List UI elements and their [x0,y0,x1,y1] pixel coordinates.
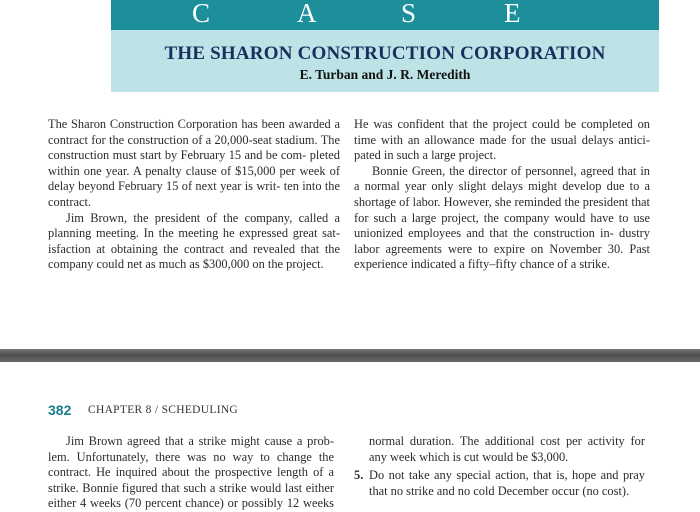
text-line: planning meeting. In the meeting he expressed great sat- [48,226,340,241]
paragraph [369,468,645,499]
bottom-page [0,362,700,511]
paragraph [369,434,645,465]
text-line: time with an allowance made for the usual delays antici- [354,132,650,147]
text-line: The Sharon Construction Corporation has been awarded [48,117,331,131]
text-line: Jim Brown, the president of the company, called a [66,210,340,225]
text-line: isfaction at obtaining the contract and revealed that the [48,241,340,256]
text-line: in a normal year only slight delays might develop due to [354,163,650,194]
case-letter: S [401,0,417,28]
text-line: Bonnie Green, the director of personnel, agreed that [372,163,637,178]
text-line: The construction must start by February 15 and be com- [48,132,340,163]
text-line: contract. He inquired about the prospective length of a [48,465,334,480]
page-divider [0,349,700,362]
text-line: a contract for the construction of a 20,000-seat stadium. [48,117,340,147]
text-line: normal duration. The additional cost per activity for [369,434,645,448]
left-text-column [48,117,340,273]
case-banner [111,0,659,30]
case-letter: E [504,0,521,28]
case-title: THE SHARON CONSTRUCTION CORPORATION [164,43,606,64]
text-line: company could net as much as $300,000 on the project. [48,257,324,272]
chapter-header: CHAPTER 8 / SCHEDULING [88,404,239,416]
text-line: He was confident that the project could be completed on [354,117,650,131]
option-5-text [369,468,645,499]
text-line: lem. Unfortunately, there was no way to change the [48,449,334,464]
text-line: pated in such a large project. [354,148,497,163]
page-number: 382 [48,402,72,418]
text-line: either 4 weeks (70 percent chance) or possibly 12 weeks [48,496,334,511]
paragraph [354,164,650,273]
text-line: any week which is cut would be $3,000. [369,449,569,464]
case-authors: E. Turban and J. R. Meredith [299,67,471,82]
bottom-left-column [48,434,334,512]
text-line: that no strike and no cold December occur (no cost). [369,483,630,498]
text-line: Do not take any special action, that is, hope and pray [369,468,645,482]
case-letter: C [192,0,211,28]
case-letter: A [297,0,317,28]
bottom-right-continuation [369,434,645,465]
right-text-column [354,117,650,273]
text-line: Past experience indicated a fifty–fifty chance of a strike. [354,241,650,272]
text-line: ten into the contract. [48,179,340,209]
text-line: that for such a large project, the company would have to [354,194,650,225]
text-line: pleted within one year. A penalty clause of $15,000 per [48,148,340,178]
text-line: Jim Brown agreed that a strike might cause a prob- [66,434,334,448]
text-line: dustry labor agreements were to expire on November 30. [354,226,650,256]
paragraph [48,211,340,273]
text-line: use unionized employees and that the construction in- [354,210,650,241]
title-box [111,30,659,92]
option-number: 5. [354,468,364,482]
text-line: strike. Bonnie figured that such a strike would last either [48,480,334,495]
paragraph [354,117,650,164]
text-line: a shortage of labor. However, she reminded the president [354,179,650,209]
paragraph [48,117,340,211]
text-line: week of delay beyond February 15 of next year is writ- [48,163,340,194]
paragraph [48,434,334,512]
